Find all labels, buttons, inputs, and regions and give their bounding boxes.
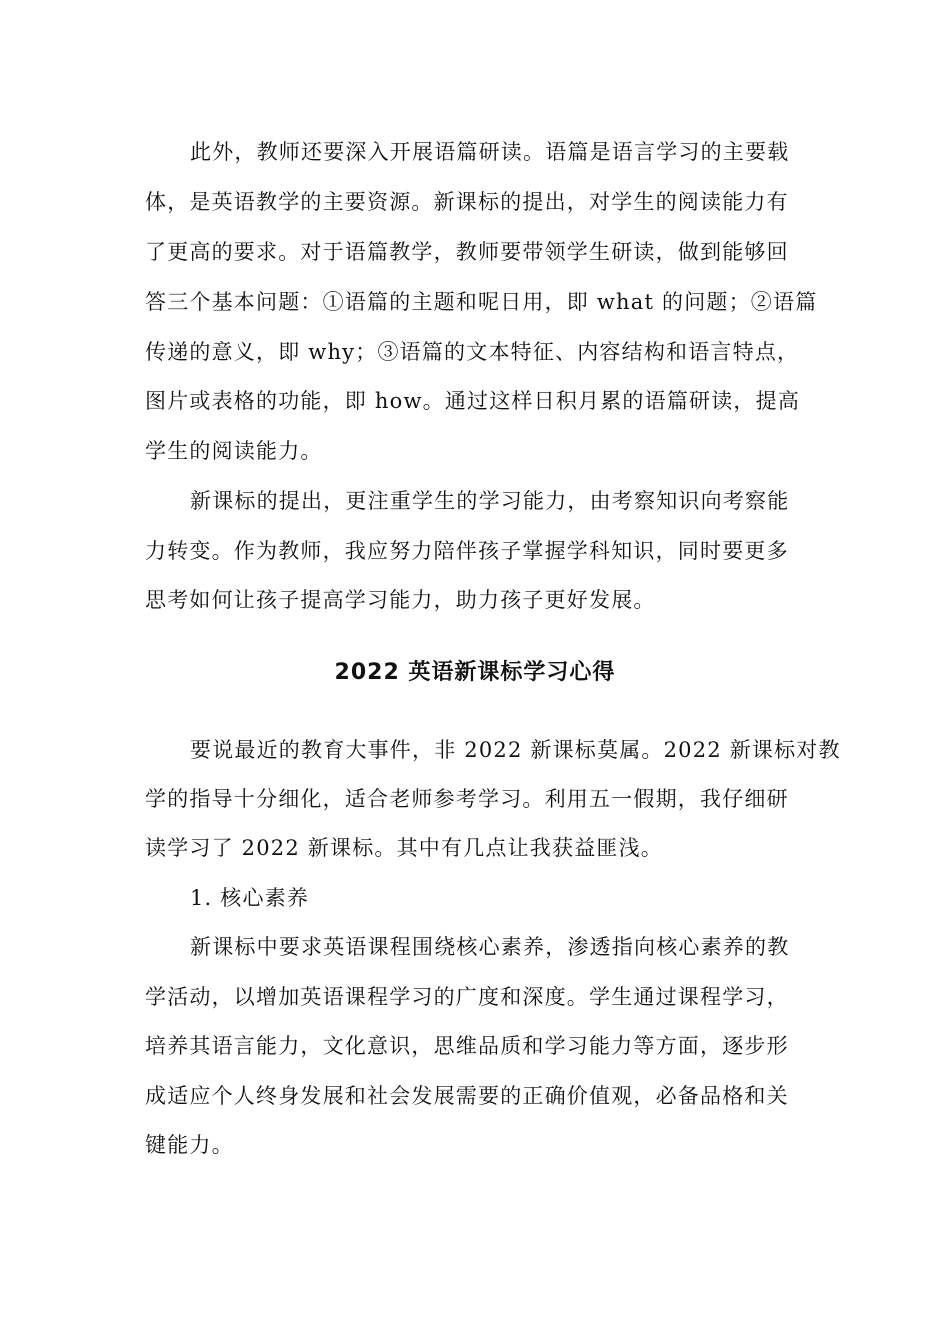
text-line: 体，是英语教学的主要资源。新课标的提出，对学生的阅读能力有 — [145, 190, 789, 214]
text-line: 学生的阅读能力。 — [145, 439, 323, 463]
text-line: 培养其语言能力，文化意识，思维品质和学习能力等方面，逐步形 — [145, 1034, 789, 1058]
text-line: 要说最近的教育大事件，非 2022 新课标莫属。2022 新课标对教 — [190, 738, 841, 762]
text-line: 思考如何让孩子提高学习能力，助力孩子更好发展。 — [145, 588, 656, 612]
text-line: 图片或表格的功能，即 how。通过这样日积月累的语篇研读，提高 — [145, 389, 801, 413]
text-line: 读学习了 2022 新课标。其中有几点让我获益匪浅。 — [145, 836, 663, 860]
text-line: 了更高的要求。对于语篇教学，教师要带领学生研读，做到能够回 — [145, 240, 789, 264]
text-line: 键能力。 — [145, 1133, 234, 1157]
text-line: 成适应个人终身发展和社会发展需要的正确价值观，必备品格和关 — [145, 1084, 789, 1108]
section-title: 2022 英语新课标学习心得 — [334, 660, 616, 685]
text-line: 力转变。作为教师，我应努力陪伴孩子掌握学科知识，同时要更多 — [145, 539, 789, 563]
text-line: 学的指导十分细化，适合老师参考学习。利用五一假期，我仔细研 — [145, 787, 789, 811]
text-line: 新课标的提出，更注重学生的学习能力，由考察知识向考察能 — [190, 489, 790, 513]
text-line: 传递的意义，即 why；③语篇的文本特征、内容结构和语言特点， — [145, 340, 800, 364]
numbered-subheading: 1. 核心素养 — [190, 886, 310, 910]
text-line: 答三个基本问题：①语篇的主题和呢日用，即 what 的问题；②语篇 — [145, 290, 818, 314]
text-line: 新课标中要求英语课程围绕核心素养，渗透指向核心素养的教 — [190, 935, 790, 959]
text-line: 此外，教师还要深入开展语篇研读。语篇是语言学习的主要载 — [190, 140, 790, 164]
text-line: 学活动，以增加英语课程学习的广度和深度。学生通过课程学习， — [145, 985, 789, 1009]
